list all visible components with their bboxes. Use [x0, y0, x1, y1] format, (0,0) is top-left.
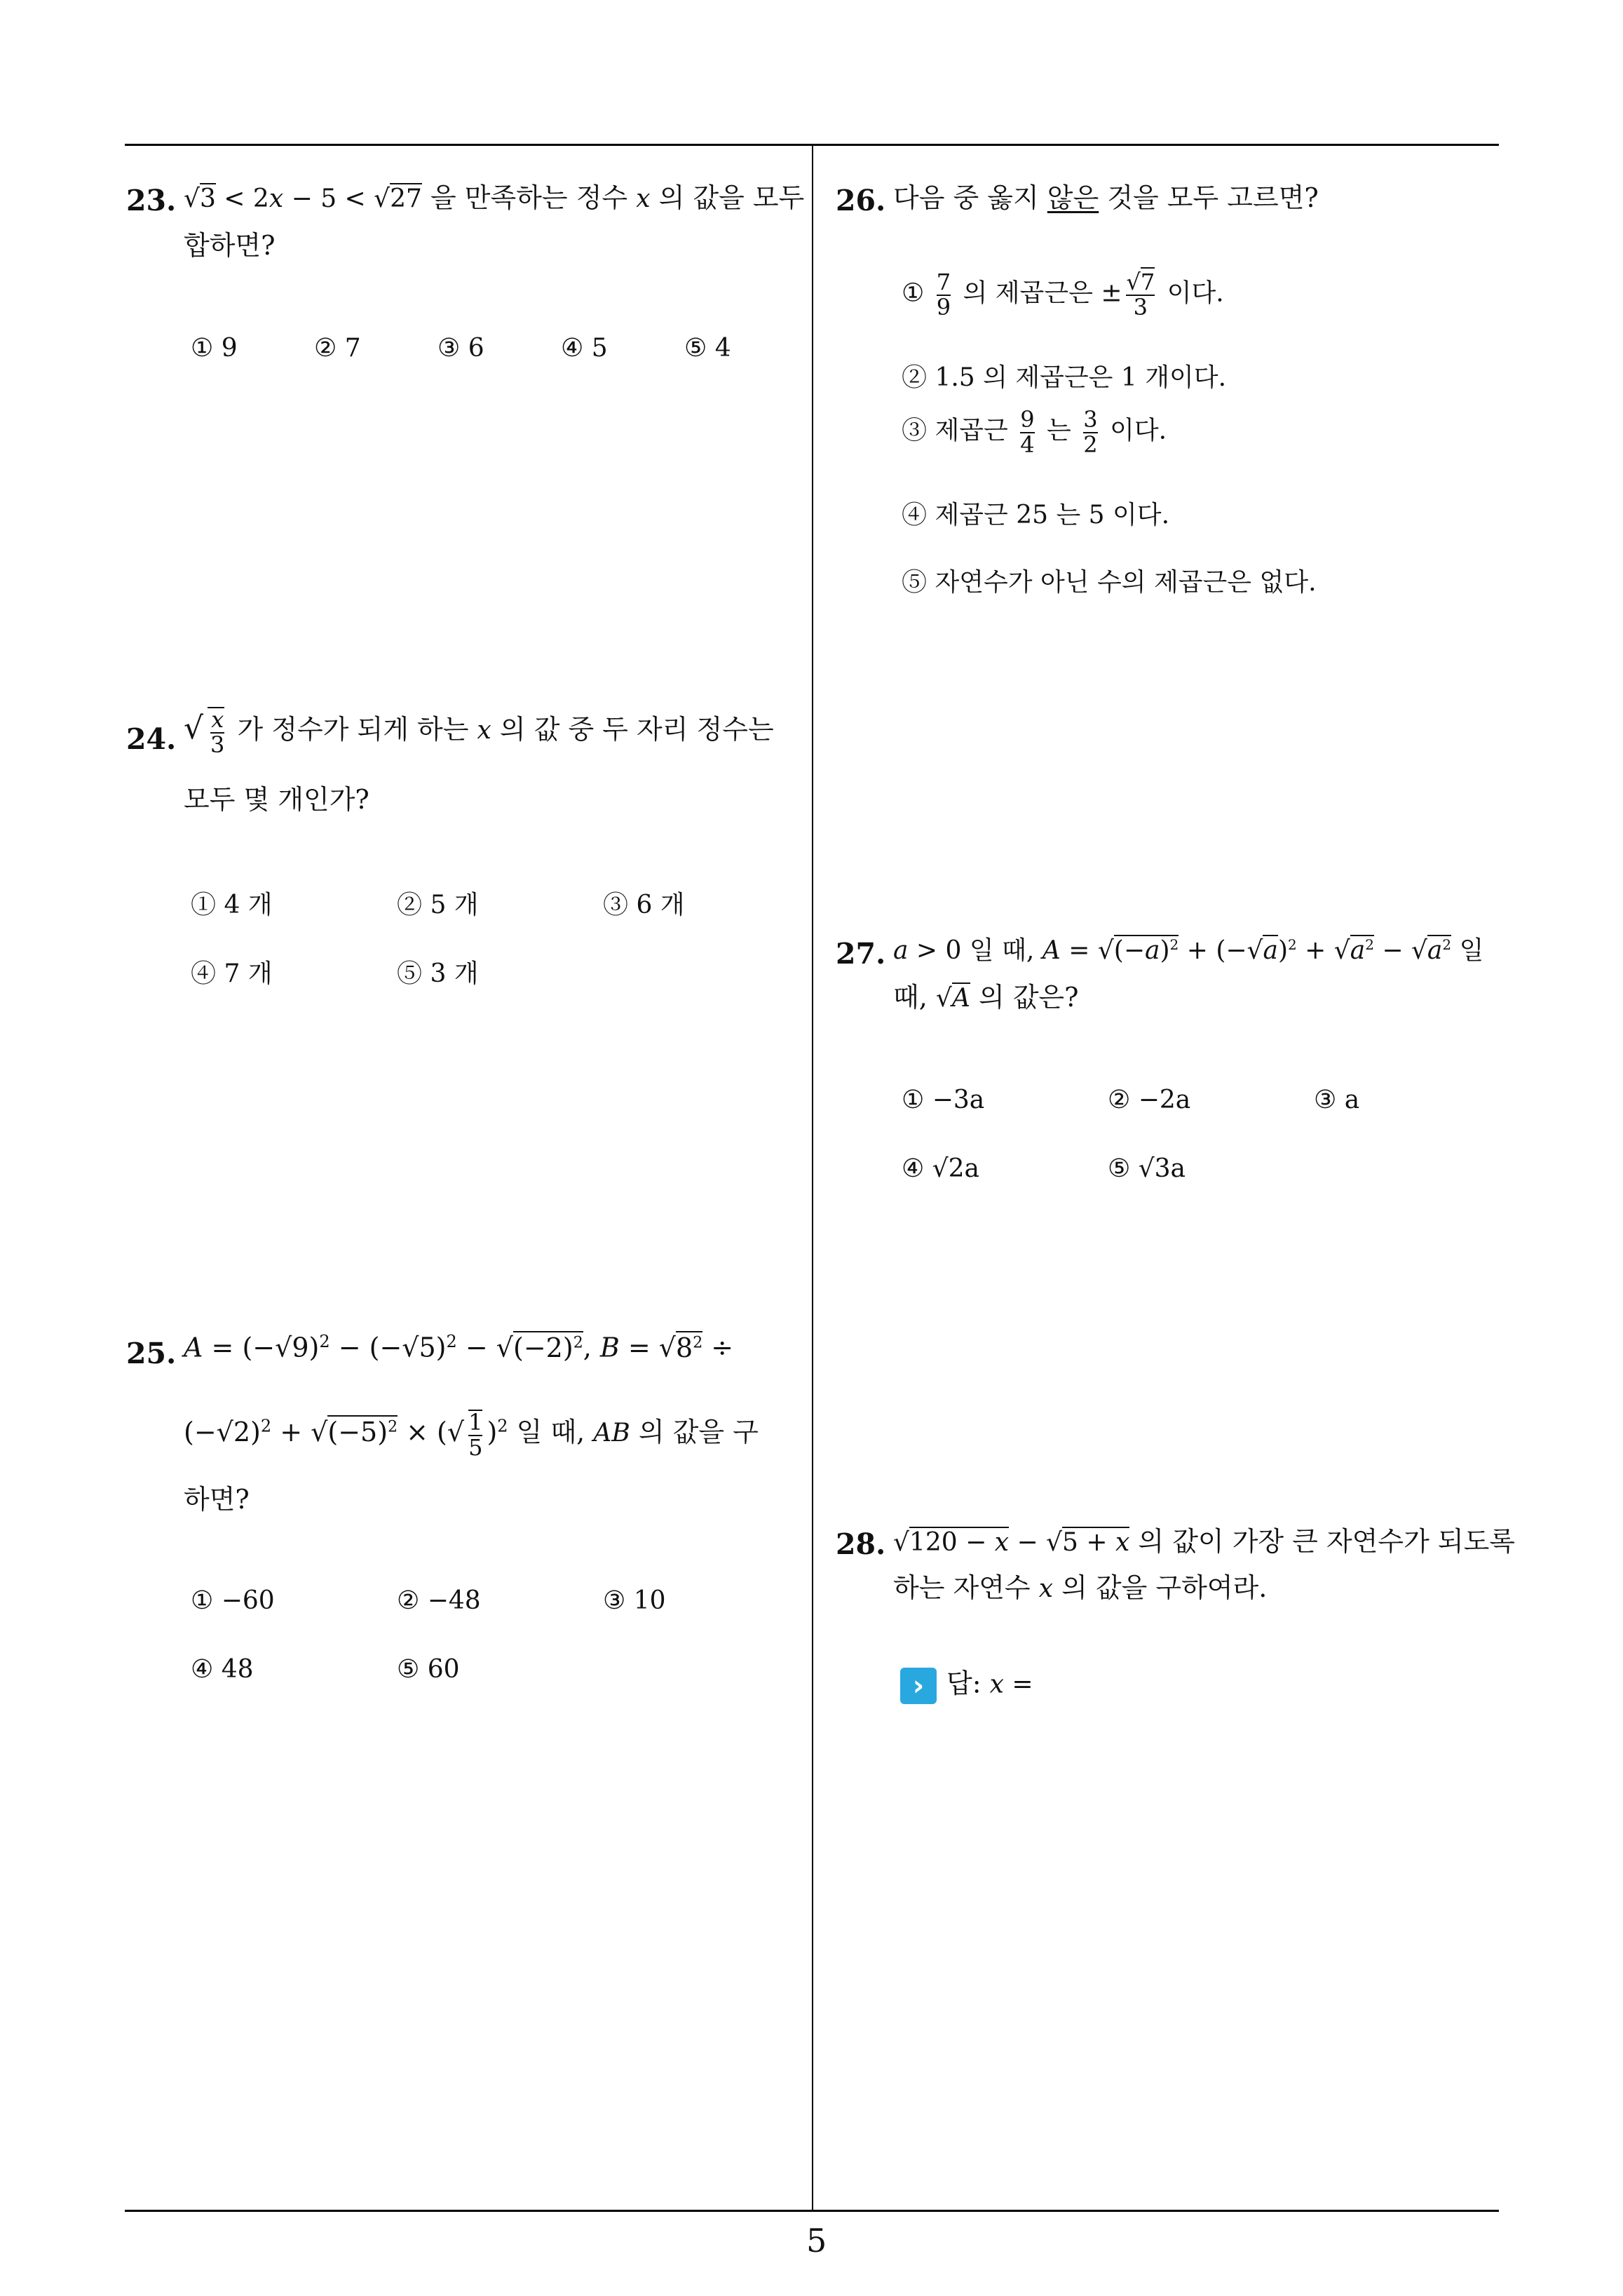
option-2[interactable]: ② 5 개	[397, 891, 479, 919]
stem-text-tail2: 의 값을 구	[638, 1417, 759, 1448]
math-var: x	[1038, 1574, 1054, 1603]
question-number: 28.	[836, 1527, 886, 1561]
math-expression: √120 − x − √5 + x	[893, 1528, 1130, 1557]
stem-text-tail: 일 때,	[516, 1417, 585, 1448]
question-number: 26.	[836, 184, 886, 217]
option-text: 의 제곱근은 ±	[963, 278, 1122, 308]
question-stem-line2	[184, 1410, 759, 1459]
option-3[interactable]: ③ 10	[603, 1586, 666, 1615]
answer-row[interactable]	[900, 1668, 1033, 1704]
option-5[interactable]: ⑤ 4	[684, 334, 731, 363]
option-1[interactable]: ① 4 개	[191, 891, 273, 919]
option-5[interactable]: ⑤ 60	[397, 1655, 460, 1684]
option-4[interactable]: ④ 48	[191, 1655, 254, 1684]
math-fraction: 9 4	[1020, 406, 1035, 458]
option-marker: ①	[902, 278, 925, 308]
option-1[interactable]: ① −60	[191, 1586, 275, 1615]
question-stem-line1	[893, 1527, 1515, 1557]
question-stem-line2: 모두 몇 개인가?	[184, 784, 369, 815]
question-stem-line1: $A = (-√9)^2 - (-√5)^2 - √(-2)^2$, $B = √8^2$ ÷	[184, 1332, 734, 1363]
answer-label: 답:	[946, 1668, 982, 1699]
stem-text-b: 것을 모두 고르면?	[1107, 182, 1319, 213]
stem-text-a: 다음 중 옳지	[893, 182, 1039, 213]
option-3[interactable]	[902, 408, 1167, 457]
option-text-end: 이다.	[1110, 416, 1167, 445]
option-1[interactable]: ① 9	[191, 334, 238, 363]
math-fraction: √7 3	[1126, 269, 1155, 320]
bottom-rule	[125, 2210, 1499, 2212]
option-5[interactable]: ⑤ 3 개	[397, 959, 479, 988]
option-2[interactable]: ② −48	[397, 1586, 481, 1615]
stem-text-a: 일 때,	[969, 936, 1035, 965]
math-condition: a > 0	[893, 936, 962, 965]
option-5[interactable]: ⑤ √3a	[1108, 1154, 1186, 1183]
question-stem-line2: 합하면?	[184, 230, 276, 261]
option-1[interactable]: ① −3a	[902, 1086, 985, 1114]
stem-text-b: 의 값을 모두	[658, 182, 805, 213]
math-fraction: 3 2	[1083, 406, 1098, 458]
question-stem-line1	[184, 707, 774, 757]
math-expr-a: $A = √(-a)^2 + (-√a)^2 + √a^2 - √a^2$	[1042, 936, 1452, 965]
math-var: x	[477, 716, 491, 745]
question-number: 24.	[126, 722, 177, 756]
question-stem-line3: 하면?	[184, 1484, 250, 1515]
question-stem-line1	[184, 184, 804, 213]
option-text: ③ 제곱근	[902, 416, 1008, 445]
option-4[interactable]: ④ 제곱근 25 는 5 이다.	[902, 501, 1170, 529]
stem-underlined: 않은	[1047, 182, 1099, 213]
math-ab: AB	[593, 1419, 630, 1448]
option-3[interactable]: ③ a	[1314, 1086, 1360, 1114]
question-stem-line2	[893, 1574, 1267, 1603]
math-fraction: 7 9	[936, 269, 951, 320]
chevron-right-icon: ›	[900, 1668, 937, 1704]
math-var: x	[636, 184, 651, 213]
option-3[interactable]: ③ 6 개	[603, 891, 685, 919]
question-number: 27.	[836, 937, 886, 971]
option-4[interactable]: ④ √2a	[902, 1154, 980, 1183]
option-4[interactable]: ④ 5	[561, 334, 608, 363]
question-number: 23.	[126, 184, 177, 217]
stem-text-a: 가 정수가 되게 하는	[237, 714, 469, 745]
option-2[interactable]: ② −2a	[1108, 1086, 1191, 1114]
stem-text-a: 을 만족하는 정수	[430, 182, 628, 213]
math-inequality: √3 < 2x − 5 < √27	[184, 184, 422, 213]
answer-variable: x =	[989, 1670, 1033, 1699]
page-number: 5	[806, 2222, 827, 2260]
question-stem	[893, 184, 1319, 213]
option-4[interactable]: ④ 7 개	[191, 959, 273, 988]
question-stem-line1	[893, 937, 1483, 965]
stem-line2-b: 의 값은?	[978, 982, 1079, 1013]
option-1[interactable]	[902, 271, 1224, 319]
option-2[interactable]: ② 1.5 의 제곱근은 1 개이다.	[902, 363, 1227, 392]
math-fraction: x 3	[208, 707, 224, 757]
column-divider	[812, 144, 813, 2211]
stem-line2-a: 때,	[893, 982, 928, 1013]
option-text-end: 이다.	[1167, 278, 1224, 308]
question-number: 25.	[126, 1337, 177, 1370]
option-3[interactable]: ③ 6	[437, 334, 484, 363]
option-text-mid: 는	[1047, 416, 1071, 445]
math-sqrt-a: √A	[935, 984, 970, 1013]
option-2[interactable]: ② 7	[314, 334, 361, 363]
math-sqrt-fraction: √	[184, 710, 204, 747]
stem-line2-a: 하는 자연수	[893, 1572, 1031, 1603]
stem-line2-b: 의 값을 구하여라.	[1061, 1572, 1268, 1603]
stem-text-b: 일	[1459, 936, 1484, 965]
question-stem-line2	[893, 983, 1079, 1013]
stem-text-b: 의 값 중 두 자리 정수는	[499, 714, 774, 745]
math-expr-b: $(-√2)^2 + √(-5)^2$ × (√ 1 5 )$^2$	[184, 1409, 508, 1461]
stem-text-a: 의 값이 가장 큰 자연수가 되도록	[1138, 1526, 1516, 1557]
option-5[interactable]: ⑤ 자연수가 아닌 수의 제곱근은 없다.	[902, 568, 1317, 597]
